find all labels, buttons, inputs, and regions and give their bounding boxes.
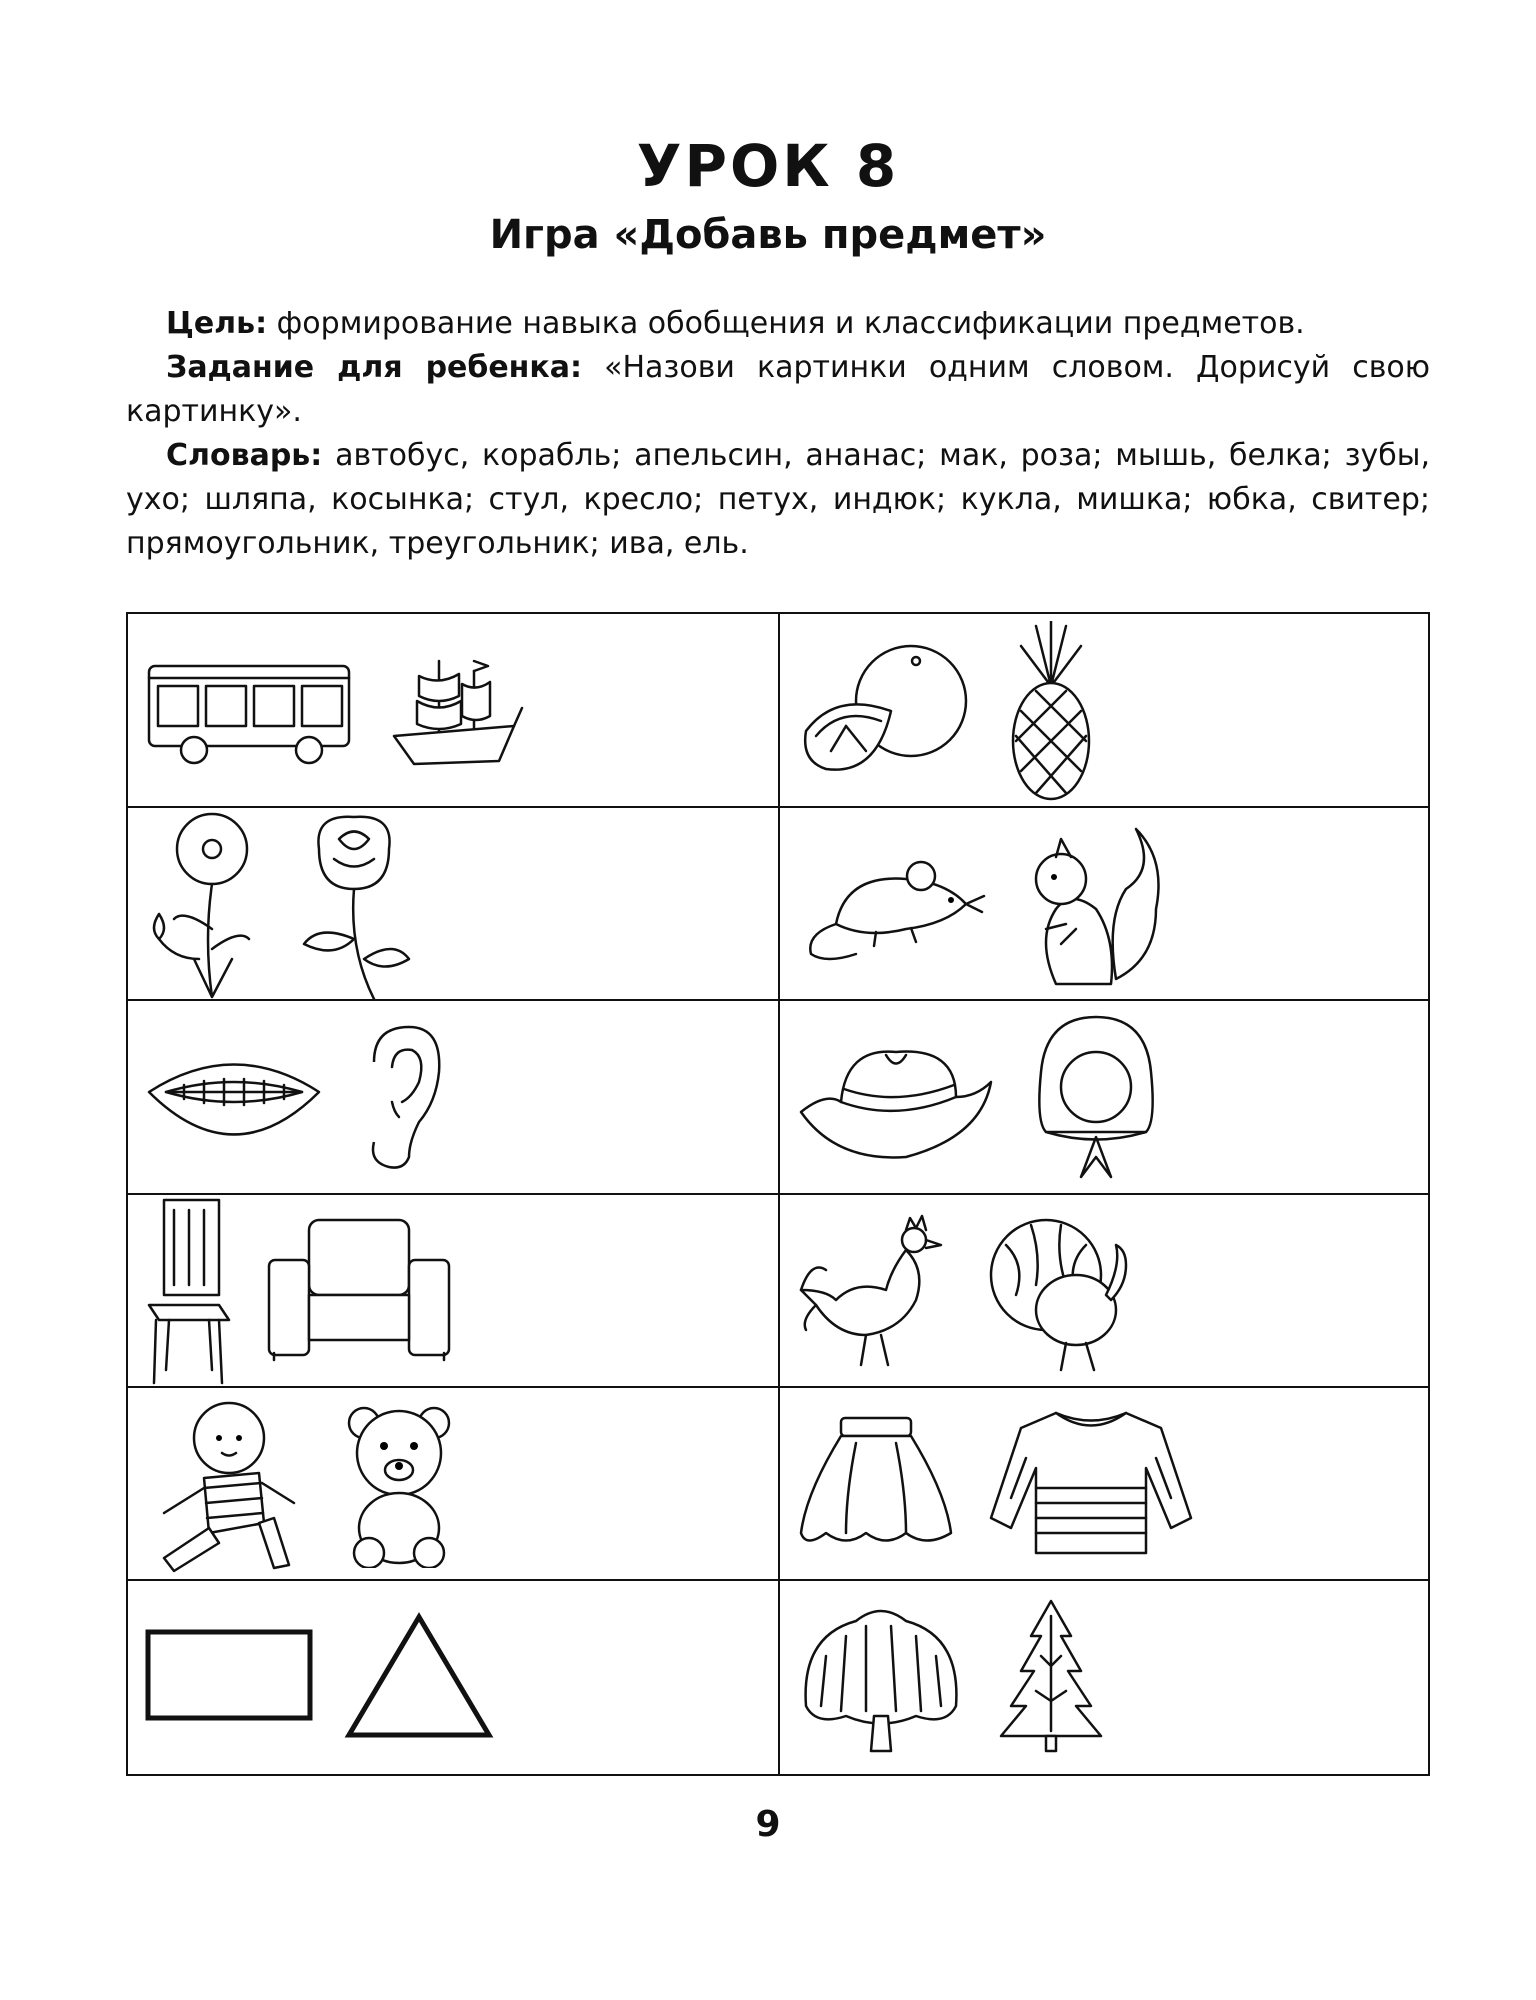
spruce-icon xyxy=(996,1596,1106,1756)
picture-cell-right xyxy=(780,614,1427,807)
picture-grid xyxy=(126,612,1430,1776)
ear-icon xyxy=(354,1022,444,1172)
page-number: 9 xyxy=(755,1804,781,1845)
picture-cell-left xyxy=(128,807,778,1000)
picture-cell-left xyxy=(128,1000,778,1193)
teddy-bear-icon xyxy=(334,1398,464,1568)
mouse-icon xyxy=(796,844,986,964)
vocab-paragraph xyxy=(126,434,1430,566)
picture-cell-right xyxy=(780,1580,1427,1773)
turkey-icon xyxy=(986,1205,1136,1375)
task-text: «Назови картинки одним словом. Дорисуй свою картинку». xyxy=(126,350,1430,429)
goal-text: формирование навыка обобщения и классификации предметов. xyxy=(267,306,1305,341)
teeth-icon xyxy=(144,1047,324,1147)
page-subtitle: Игра «Добавь предмет» xyxy=(489,212,1047,258)
rectangle-icon xyxy=(144,1626,314,1726)
lesson-text xyxy=(126,302,1430,566)
skirt-icon xyxy=(796,1413,956,1553)
page-title: УРОК 8 xyxy=(636,132,900,200)
picture-cell-right xyxy=(780,1000,1427,1193)
picture-cell-left xyxy=(128,1387,778,1580)
task-label: Задание для ребенка: xyxy=(166,350,583,385)
picture-cell-right xyxy=(780,807,1427,1000)
kerchief-icon xyxy=(1026,1012,1166,1182)
vocab-label: Словарь: xyxy=(166,438,323,473)
poppy-icon xyxy=(144,809,264,999)
chair-icon xyxy=(144,1195,234,1385)
sweater-icon xyxy=(986,1408,1196,1558)
willow-icon xyxy=(796,1596,966,1756)
doll-icon xyxy=(144,1393,304,1573)
picture-cell-right xyxy=(780,1194,1427,1387)
rose-icon xyxy=(294,809,414,999)
ship-icon xyxy=(384,646,524,776)
armchair-icon xyxy=(264,1215,454,1365)
orange-icon xyxy=(796,641,976,781)
picture-cell-left xyxy=(128,1580,778,1773)
goal-label: Цель: xyxy=(166,306,268,341)
picture-cell-right xyxy=(780,1387,1427,1580)
pineapple-icon xyxy=(1006,621,1096,801)
bus-icon xyxy=(144,656,354,766)
squirrel-icon xyxy=(1016,819,1176,989)
picture-cell-left xyxy=(128,614,778,807)
rooster-icon xyxy=(796,1210,956,1370)
task-paragraph xyxy=(126,346,1430,434)
hat-icon xyxy=(796,1027,996,1167)
goal-paragraph xyxy=(126,302,1430,346)
vocab-text: автобус, корабль; апельсин, ананас; мак, роза; мышь, белка; зубы, ухо; шляпа, косынка; стул, кресло; петух, индюк; кукла, мишка; юбка, свитер; прямоугольник, треугольник; ива, ель. xyxy=(126,438,1430,561)
triangle-icon xyxy=(344,1611,494,1741)
picture-cell-left xyxy=(128,1194,778,1387)
